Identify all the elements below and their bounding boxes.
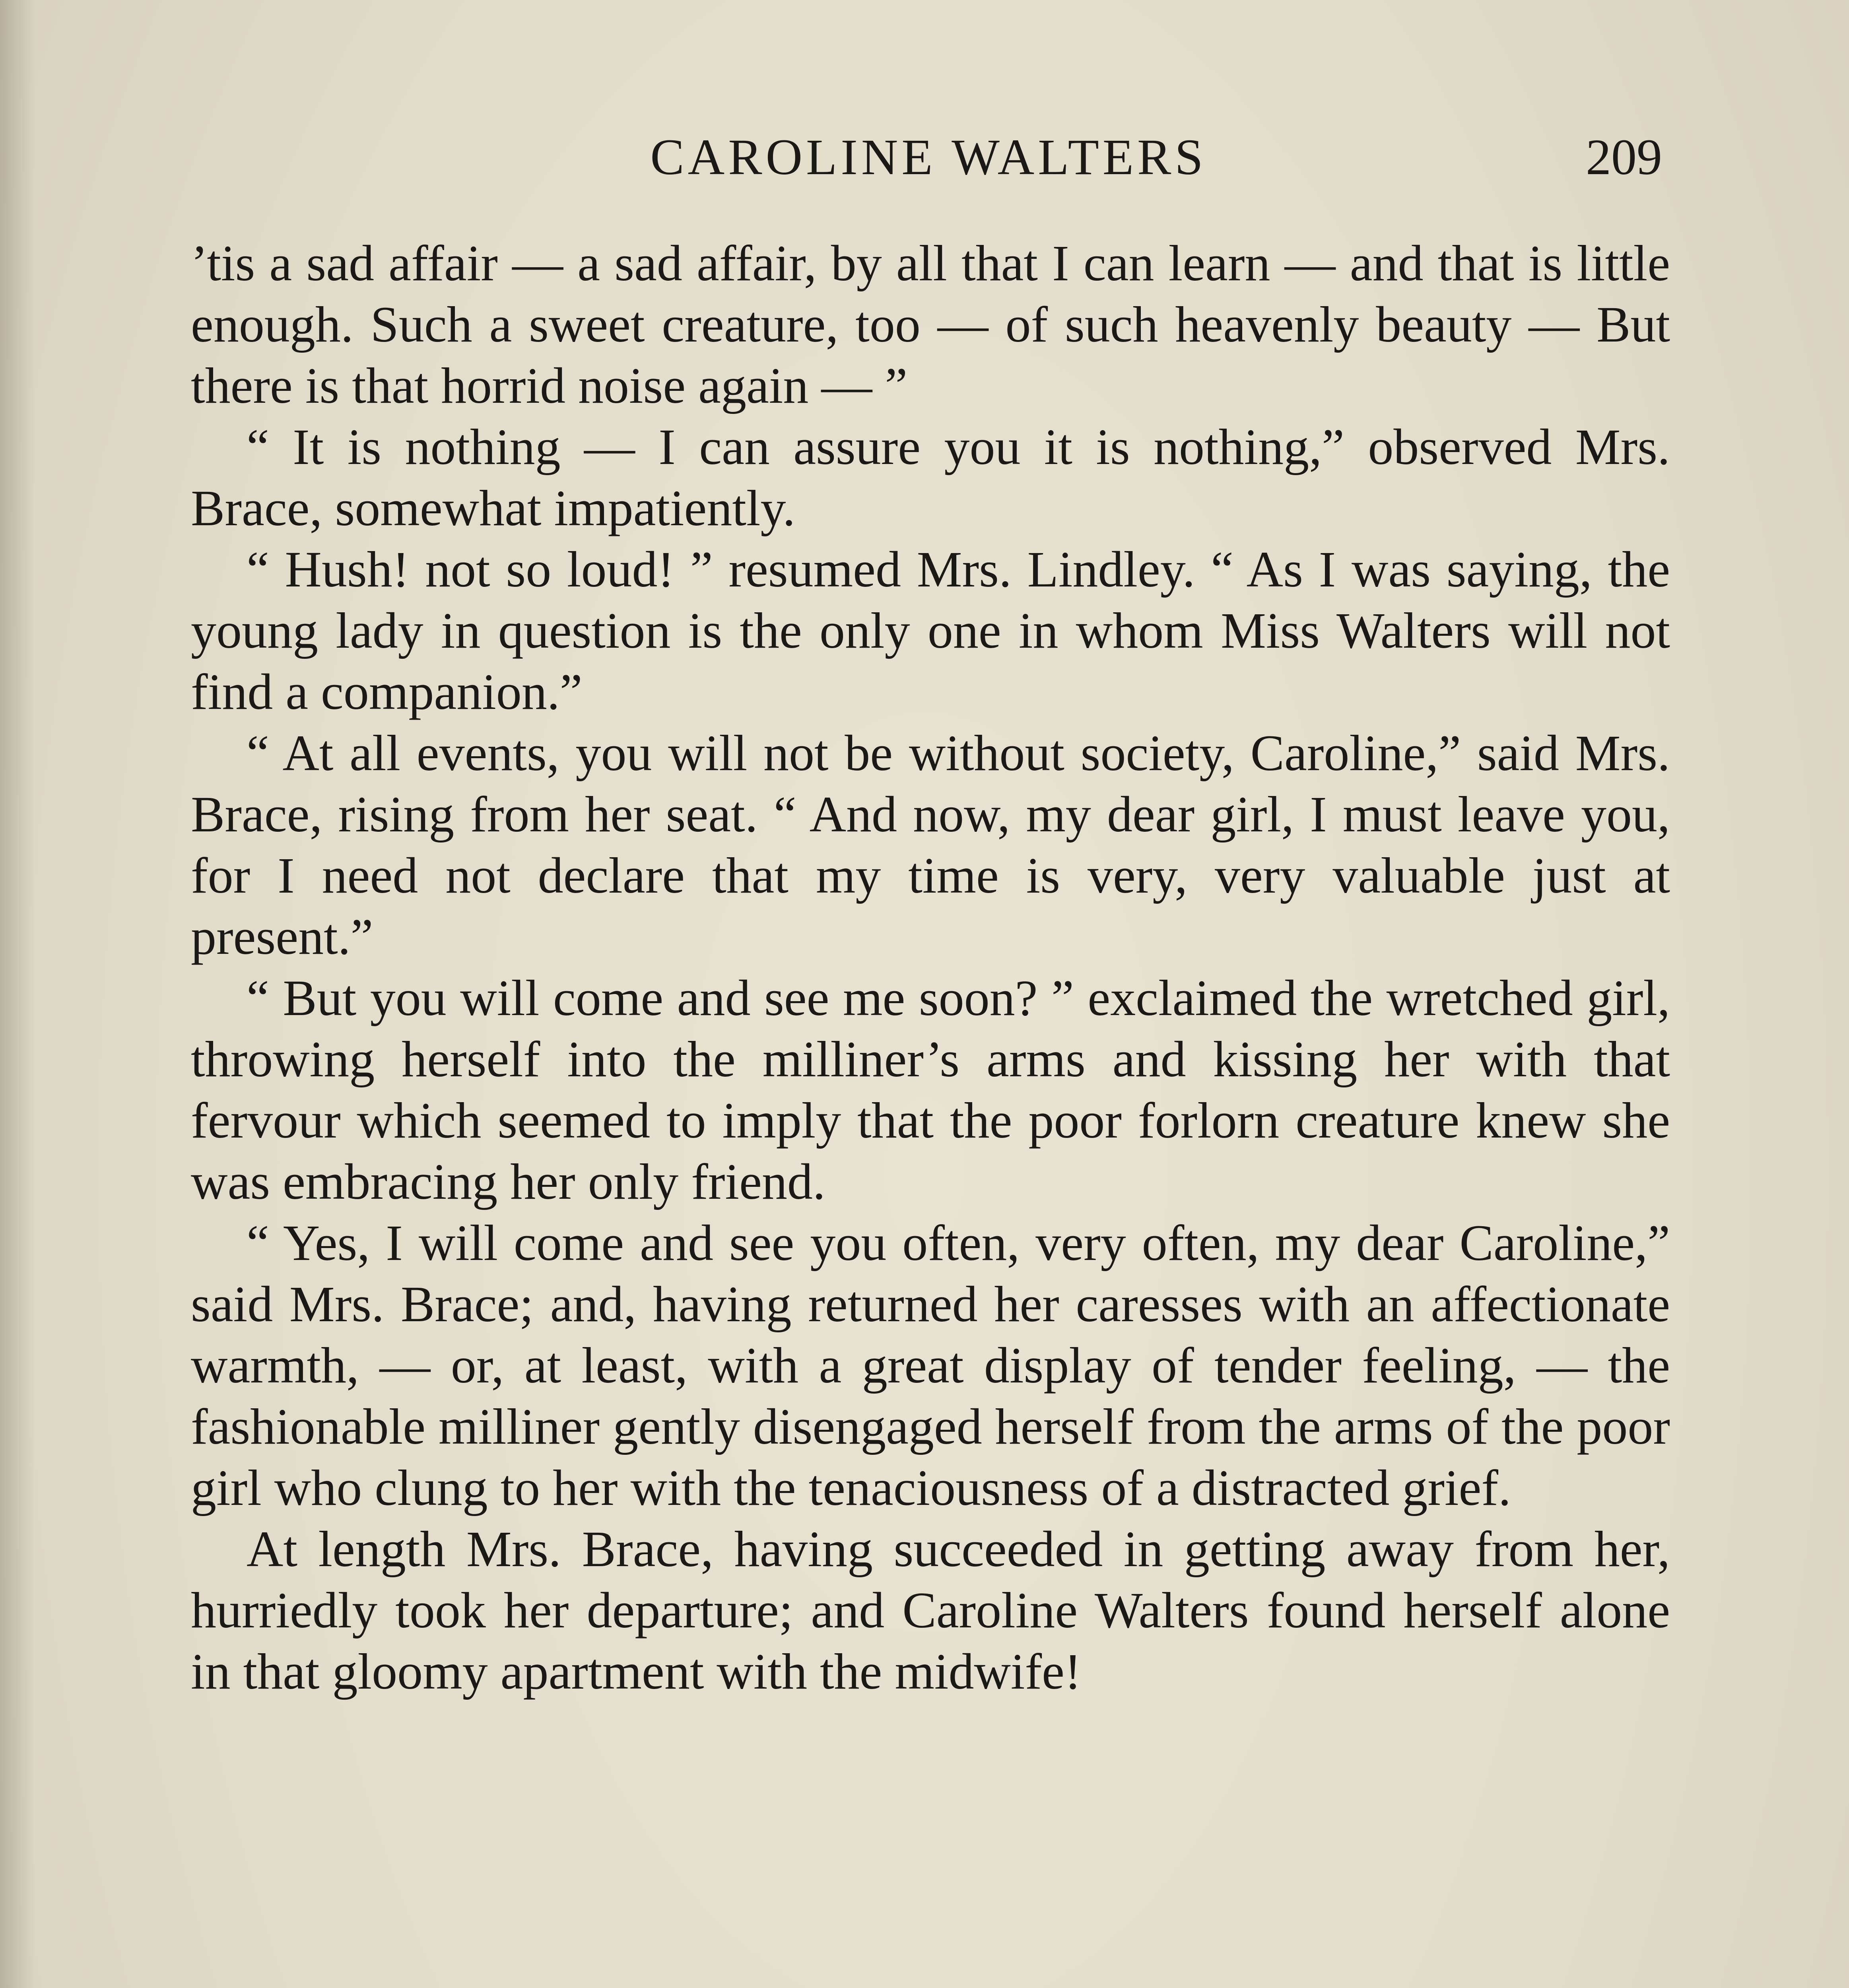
paragraph: ’tis a sad affair — a sad affair, by all that I can learn — and that is little enough. Such a sweet creature, too — of such heavenly beauty — But there is that horrid noise again — ” — [191, 235, 1670, 414]
paragraph: “ Yes, I will come and see you often, very often, my dear Caroline,” said Mrs. Brace; and, having returned her caresses with an affectionate warmth, — or, at least, with a great display of tender feeling, — the fashionable milliner gently disengaged herself from the arms of the poor girl who clung to her with the tenaciousness of a distracted grief. — [191, 1215, 1670, 1516]
paragraph: “ It is nothing — I can assure you it is nothing,” observed Mrs. Brace, somewhat impatiently. — [191, 419, 1670, 536]
paragraph: “ But you will come and see me soon? ” exclaimed the wretched girl, throwing herself into the milliner’s arms and kissing her with that fervour which seemed to imply that the poor forlorn creature knew she was embracing her only friend. — [191, 970, 1670, 1210]
show-through-text — [187, 1980, 1678, 1988]
page-number: 209 — [1586, 129, 1662, 185]
page-edge-shadow — [0, 0, 36, 1988]
paragraph: “ Hush! not so loud! ” resumed Mrs. Lindley. “ As I was saying, the young lady in question is the only one in whom Miss Walters will not find a companion.” — [191, 541, 1670, 720]
paragraph: “ At all events, you will not be without society, Caroline,” said Mrs. Brace, rising from her seat. “ And now, my dear girl, I must leave you, for I need not declare that my time is very, very valuable just at present.” — [191, 725, 1670, 965]
paragraph: At length Mrs. Brace, having succeeded in getting away from her, hurriedly took her departure; and Caroline Walters found herself alone in that gloomy apartment with the midwife! — [191, 1521, 1670, 1700]
running-header — [195, 119, 1662, 191]
running-title: CAROLINE WALTERS — [650, 129, 1207, 185]
body-text — [191, 233, 1670, 1702]
